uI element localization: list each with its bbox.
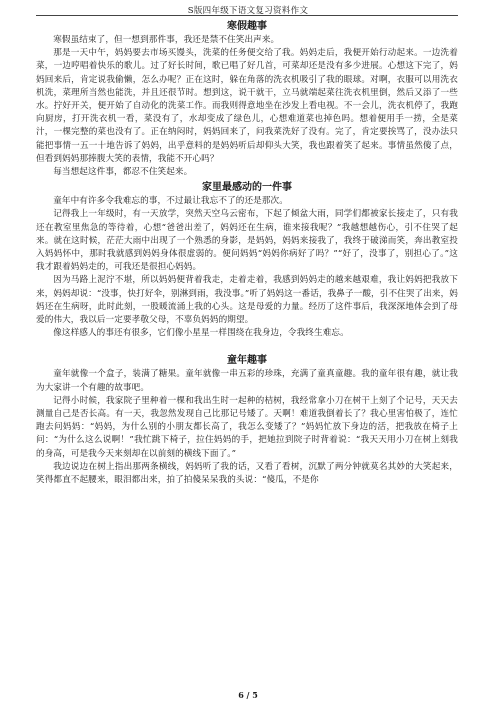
paragraph: 童年就像一个盒子，装满了糖果。童年就像一串五彩的珍珠，充满了童真童趣。我的童年很有趣，就让我为大家讲一个有趣的故事吧。 [36,369,458,393]
paragraph: 寒假虽结束了，但一想到那件事，我还是禁不住笑出声来。 [53,35,280,45]
page-number: 6 / 5 [238,690,258,700]
page-header: S版四年级下语文复习资料作文 [187,6,309,16]
section-gap [36,340,458,352]
section-title: 寒假趣事 [227,21,267,32]
paragraph: 因为马路上泥泞不堪，所以妈妈便背着我走，走着走着，我感到妈妈走的越来越艰难，我让妈妈把我放下来，妈妈却说：“没事，快打好伞，别淋到雨，我没事。”听了妈妈这一番话，我鼻子一酸，引不住哭了出来，妈妈还在生病呀，此时此刻，一股暖流涌上我的心头。这是母爱的力量。经历了这件事后，我深深地体会到了母爱的伟大，我以后一定要孝敬父母，不辜负妈妈的期望。 [36,275,458,326]
paragraph: 每当想起这件事，都忍不住笑起来。 [53,167,193,178]
header-rule [36,15,458,16]
section-title: 家里最感动的一件事 [202,182,292,194]
paragraph: 我边说边在树上指出那两条横线，妈妈听了我的话，又看了看树，沉默了两分钟就莫名其妙的大笑起来，笑得都直不起腰来，眼泪都出来，拍了拍傻呆呆我的头说：“傻瓜，不是你 [36,461,458,486]
paragraph: 那是一天中午，妈妈要去市场买馒头，洗菜的任务便交给了我。妈妈走后，我便开始行动起来。一边洗着菜，一边哼唱着快乐的歌儿。过了好长时间，歌已唱了好几首，可菜却还是没有多少进展。心想这下完了，妈妈回来后，肯定说我偷懒，怎么办呢？正在这时，躲在角落的洗衣机吸引了我的眼球。对啊，衣服可以用洗衣机洗，菜理所当然也能洗，并且还很节时。想到这，说干就干，立马就端起菜往洗衣机里倒，然后又添了一些水。拧好开关，便开始了自动化的洗菜工作。而我则得意地坐在沙发上看电视。不一会儿，洗衣机停了，我跑向厨房，打开洗衣机一看，菜没有了，水却变成了绿色儿，心想难道菜也掉色吗。想着便用手一捞，全是菜汁，一棵完整的菜也没有了。正在纳闷时，妈妈回来了，问我菜洗好了没有。完了，肯定要挨骂了，没办法只能把事情一五一十地告诉了妈妈，出乎意料的是妈妈听后却仰头大笑，我也跟着笑了起来。事情虽然傻了点，但看到妈妈那捧腹大笑的表情，我能不开心吗？ [36,48,458,164]
paragraph: 记得我上一年级时，有一天放学，突然天空乌云密布，下起了倾盆大雨，同学们都被家长接走了，只有我还在教室里焦急的等待着，心想“爸爸出差了，妈妈还在生病，谁来接我呢？”我越想越伤心，引不住哭了起来。就在这时候，茫茫大雨中出现了一个熟悉的身影，是妈妈，妈妈来接我了，我终于破涕而笑，奔出教室投入妈妈怀中，那时我就感到妈妈身体很虚弱的。便问妈妈“妈妈你病好了吗？”“好了，没事了，别担心了。”这我才跟着妈妈走的，可我还是很担心妈妈。 [36,209,458,273]
paragraph: 记得小时候，我家院子里种着一棵和我出生时一起种的桔树，我经常拿小刀在树干上刻了个记号，天天去测量自己是否长高。有一天，我忽然发现自己比那记号矮了。天啊！难道我倒着长了？我心里害怕极了，连忙跑去问妈妈：“妈妈，为什么别的小朋友都长高了，我怎么变矮了？”妈妈忙放下身边的活，把我放在椅子上问：“为什么这么说啊！”我忙跳下椅子，拉住妈妈的手，把她拉到院子时背着说：“我天天用小刀在树上刻我的身高，可是我今天来刻却在以前刻的横线下面了。” [36,395,458,459]
section-title: 童年趣事 [227,355,267,367]
paragraph: 像这样感人的事还有很多，它们像小星星一样围绕在我身边，令我终生难忘。 [53,328,349,339]
document-body [36,18,458,487]
paragraph: 童年中有许多令我难忘的事，不过最让我忘不了的还是那次。 [53,196,288,207]
